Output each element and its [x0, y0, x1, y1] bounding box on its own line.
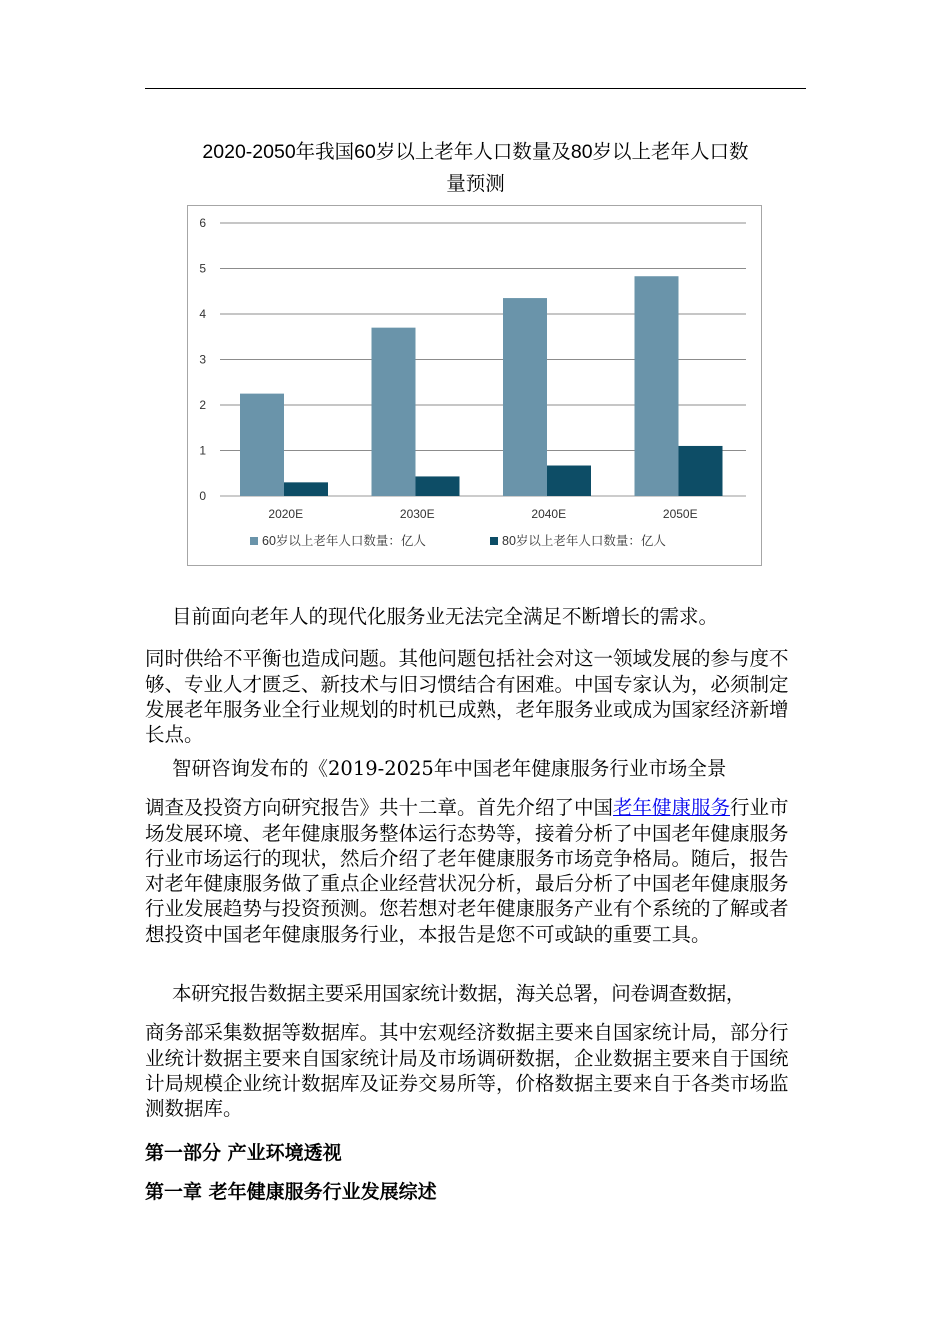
y-tick-label: 3 — [199, 352, 206, 367]
bar — [372, 328, 416, 496]
chart-title-line-2: 量预测 — [446, 173, 505, 195]
legend-swatch — [490, 537, 498, 545]
x-tick-label: 2020E — [268, 507, 304, 521]
x-tick-label: 2040E — [531, 507, 567, 521]
y-tick-label: 4 — [199, 307, 206, 321]
bar-chart — [187, 205, 762, 566]
x-tick-label: 2050E — [662, 507, 698, 521]
y-tick-label: 6 — [199, 216, 206, 230]
paragraph-2 — [145, 756, 806, 947]
industry-link[interactable]: 老年健康服务 — [613, 796, 731, 820]
y-tick-label: 5 — [199, 261, 206, 276]
bar — [547, 466, 591, 496]
paragraph-3-body: 商务部采集数据等数据库。其中宏观经济数据主要来自国家统计局，部分行业统计数据主要来自国家统计局及市场调研数据，企业数据主要来自于国统计局规模企业统计数据库及证券交易所等，价格数据主要来自于各类市场监测数据库。 — [145, 1021, 789, 1121]
bar — [284, 482, 328, 496]
paragraph-1-body: 同时供给不平衡也造成问题。其他问题包括社会对这一领域发展的参与度不够、专业人才匮乏、新技术与旧习惯结合有困难。中国专家认为，必须制定发展老年服务业全行业规划的时机已成熟，老年服务业或成为国家经济新增长点。 — [145, 647, 789, 747]
y-tick-label: 1 — [199, 443, 206, 458]
header-rule — [145, 88, 806, 89]
legend-label: 80岁以上老年人口数量：亿人 — [502, 534, 666, 548]
paragraph-2-text-b: 行业市场发展环境、老年健康服务整体运行态势等，接着分析了中国老年健康服务行业市场运行的现状，然后介绍了老年健康服务市场竞争格局。随后，报告对老年健康服务做了重点企业经营状况分析，最后分析了中国老年健康服务行业发展趋势与投资预测。您若想对老年健康服务产业有个系统的了解或者想投资中国老年健康服务行业，本报告是您不可或缺的重要工具。 — [145, 796, 789, 946]
y-tick-label: 0 — [199, 489, 206, 503]
chart-title — [145, 136, 806, 200]
paragraph-2-body — [145, 795, 806, 947]
bar — [503, 298, 547, 496]
paragraph-3-first-line: 本研究报告数据主要采用国家统计数据，海关总署，问卷调查数据， — [172, 982, 746, 1005]
bar — [679, 446, 723, 496]
bar — [635, 276, 679, 496]
part-heading: 第一部分 产业环境透视 — [145, 1142, 342, 1164]
x-tick-label: 2030E — [399, 507, 435, 521]
bar — [240, 394, 284, 496]
chapter-heading: 第一章 老年健康服务行业发展综述 — [145, 1181, 437, 1203]
paragraph-2-text-a: 调查及投资方向研究报告》共十二章。首先介绍了中国 — [145, 796, 614, 820]
paragraph-3 — [145, 981, 806, 1121]
legend-label: 60岁以上老年人口数量：亿人 — [262, 534, 426, 548]
chart-svg — [188, 206, 761, 565]
chart-title-line-1: 2020-2050年我国60岁以上老年人口数量及80岁以上老年人口数 — [202, 141, 749, 163]
paragraph-1-first-line: 目前面向老年人的现代化服务业无法完全满足不断增长的需求。 — [172, 605, 719, 628]
bar — [416, 476, 460, 496]
legend-swatch — [250, 537, 258, 545]
y-tick-label: 2 — [199, 398, 206, 412]
paragraph-1 — [145, 604, 806, 747]
paragraph-2-first-line: 智研咨询发布的《2019-2025年中国老年健康服务行业市场全景 — [172, 757, 727, 780]
